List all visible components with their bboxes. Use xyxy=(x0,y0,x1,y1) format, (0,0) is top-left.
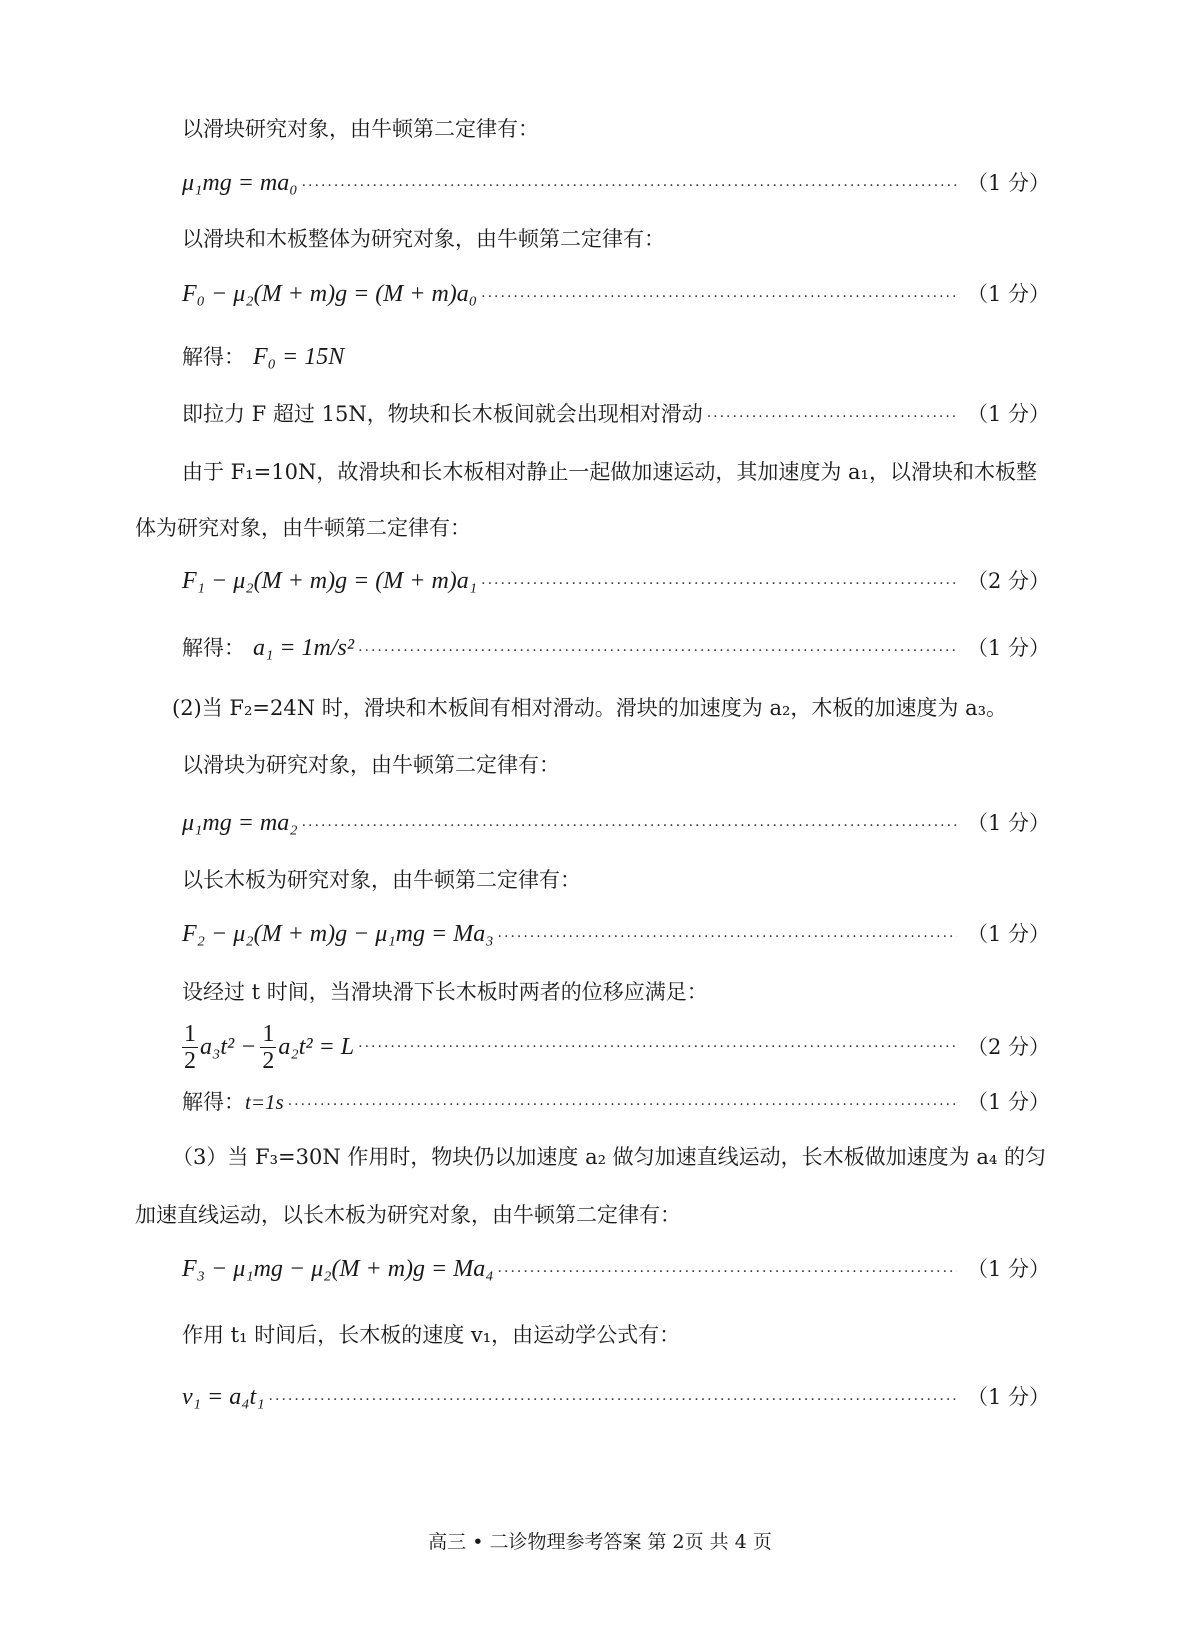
formula-row xyxy=(182,277,1050,314)
formula: v₁ = a₄t₁ xyxy=(182,1384,265,1410)
formula: μ₁mg = ma₀ xyxy=(182,170,298,196)
formula-row xyxy=(182,806,1050,843)
score-label: （2 分） xyxy=(966,569,1050,593)
result-value: t=1s xyxy=(245,1090,284,1114)
text-line: (2)当 F₂=24N 时，滑块和木板间有相对滑动。滑块的加速度为 a₂，木板的加速度为 a₃。 xyxy=(172,696,1008,720)
formula: F₃ − μ₁mg − μ₂(M + m)g = Ma₄ xyxy=(182,1256,494,1282)
result-value: F₀ = 15N xyxy=(253,344,345,370)
page-footer: 高三 • 二诊物理参考答案 第 2页 共 4 页 xyxy=(428,1531,772,1553)
formula-row xyxy=(182,1252,1050,1289)
result-prefix: 解得： xyxy=(182,636,245,660)
dot-leader xyxy=(707,400,957,434)
dot-leader xyxy=(358,634,957,668)
text-line: （3）当 F₃=30N 作用时，物块仍以加速度 a₂ 做匀加速直线运动，长木板做加速度为 a₄ 的匀 xyxy=(172,1145,1046,1169)
text-line: 以长木板为研究对象，由牛顿第二定律有： xyxy=(182,868,581,892)
formula: $\frac{1}{2}$ a₃t² − $\frac{1}{2}$ a₂t² = L xyxy=(184,1020,355,1074)
formula-row xyxy=(182,1018,1050,1076)
text-line: 即拉力 F 超过 15N，物块和长木板间就会出现相对滑动 xyxy=(182,402,703,426)
text-line: 加速直线运动，以长木板为研究对象，由牛顿第二定律有： xyxy=(135,1203,681,1227)
text-line: 以滑块和木板整体为研究对象，由牛顿第二定律有： xyxy=(182,227,665,251)
formula-row xyxy=(182,631,1050,668)
dot-leader xyxy=(302,169,957,203)
result-row xyxy=(182,1085,1050,1122)
formula-row xyxy=(182,564,1050,601)
text-line: 以滑块研究对象，由牛顿第二定律有： xyxy=(182,117,539,141)
formula: F₂ − μ₂(M + m)g − μ₁mg = Ma₃ xyxy=(182,921,494,947)
text-line: 以滑块为研究对象，由牛顿第二定律有： xyxy=(182,753,560,777)
text-row xyxy=(182,397,1050,434)
score-label: （1 分） xyxy=(966,282,1050,306)
result-prefix: 解得： xyxy=(182,1090,245,1114)
result-prefix: 解得： xyxy=(182,345,245,369)
score-label: （1 分） xyxy=(966,1385,1050,1409)
score-label: （1 分） xyxy=(966,171,1050,195)
dot-leader xyxy=(481,567,957,601)
score-label: （2 分） xyxy=(966,1035,1050,1059)
formula: a₁ = 1m/s² xyxy=(253,635,355,661)
dot-leader xyxy=(269,1383,957,1417)
dot-leader xyxy=(498,1255,957,1289)
formula-row xyxy=(182,166,1050,203)
fraction-half: $\frac{1}{2}$ xyxy=(184,1020,196,1074)
text-line: 设经过 t 时间，当滑块滑下长木板时两者的位移应满足： xyxy=(182,980,708,1004)
formula-row xyxy=(182,917,1050,954)
score-label: （1 分） xyxy=(966,922,1050,946)
result-row xyxy=(182,340,1050,374)
text-line: 体为研究对象，由牛顿第二定律有： xyxy=(135,516,471,540)
text-line: 由于 F₁=10N，故滑块和长木板相对静止一起做加速运动，其加速度为 a₁，以滑块和木板整 xyxy=(182,460,1037,484)
dot-leader xyxy=(288,1088,957,1122)
dot-leader xyxy=(481,280,957,314)
formula-row xyxy=(182,1380,1050,1417)
score-label: （1 分） xyxy=(966,1257,1050,1281)
formula: F₁ − μ₂(M + m)g = (M + m)a₁ xyxy=(182,568,478,594)
score-label: （1 分） xyxy=(966,811,1050,835)
dot-leader xyxy=(302,809,957,843)
score-label: （1 分） xyxy=(966,402,1050,426)
text-line: 作用 t₁ 时间后，长木板的速度 v₁，由运动学公式有： xyxy=(182,1323,681,1347)
formula: μ₁mg = ma₂ xyxy=(182,810,298,836)
score-label: （1 分） xyxy=(966,1090,1050,1114)
dot-leader xyxy=(498,920,957,954)
score-label: （1 分） xyxy=(966,636,1050,660)
dot-leader xyxy=(358,1030,957,1064)
fraction-half: $\frac{1}{2}$ xyxy=(262,1020,275,1074)
formula: F₀ − μ₂(M + m)g = (M + m)a₀ xyxy=(182,281,478,307)
